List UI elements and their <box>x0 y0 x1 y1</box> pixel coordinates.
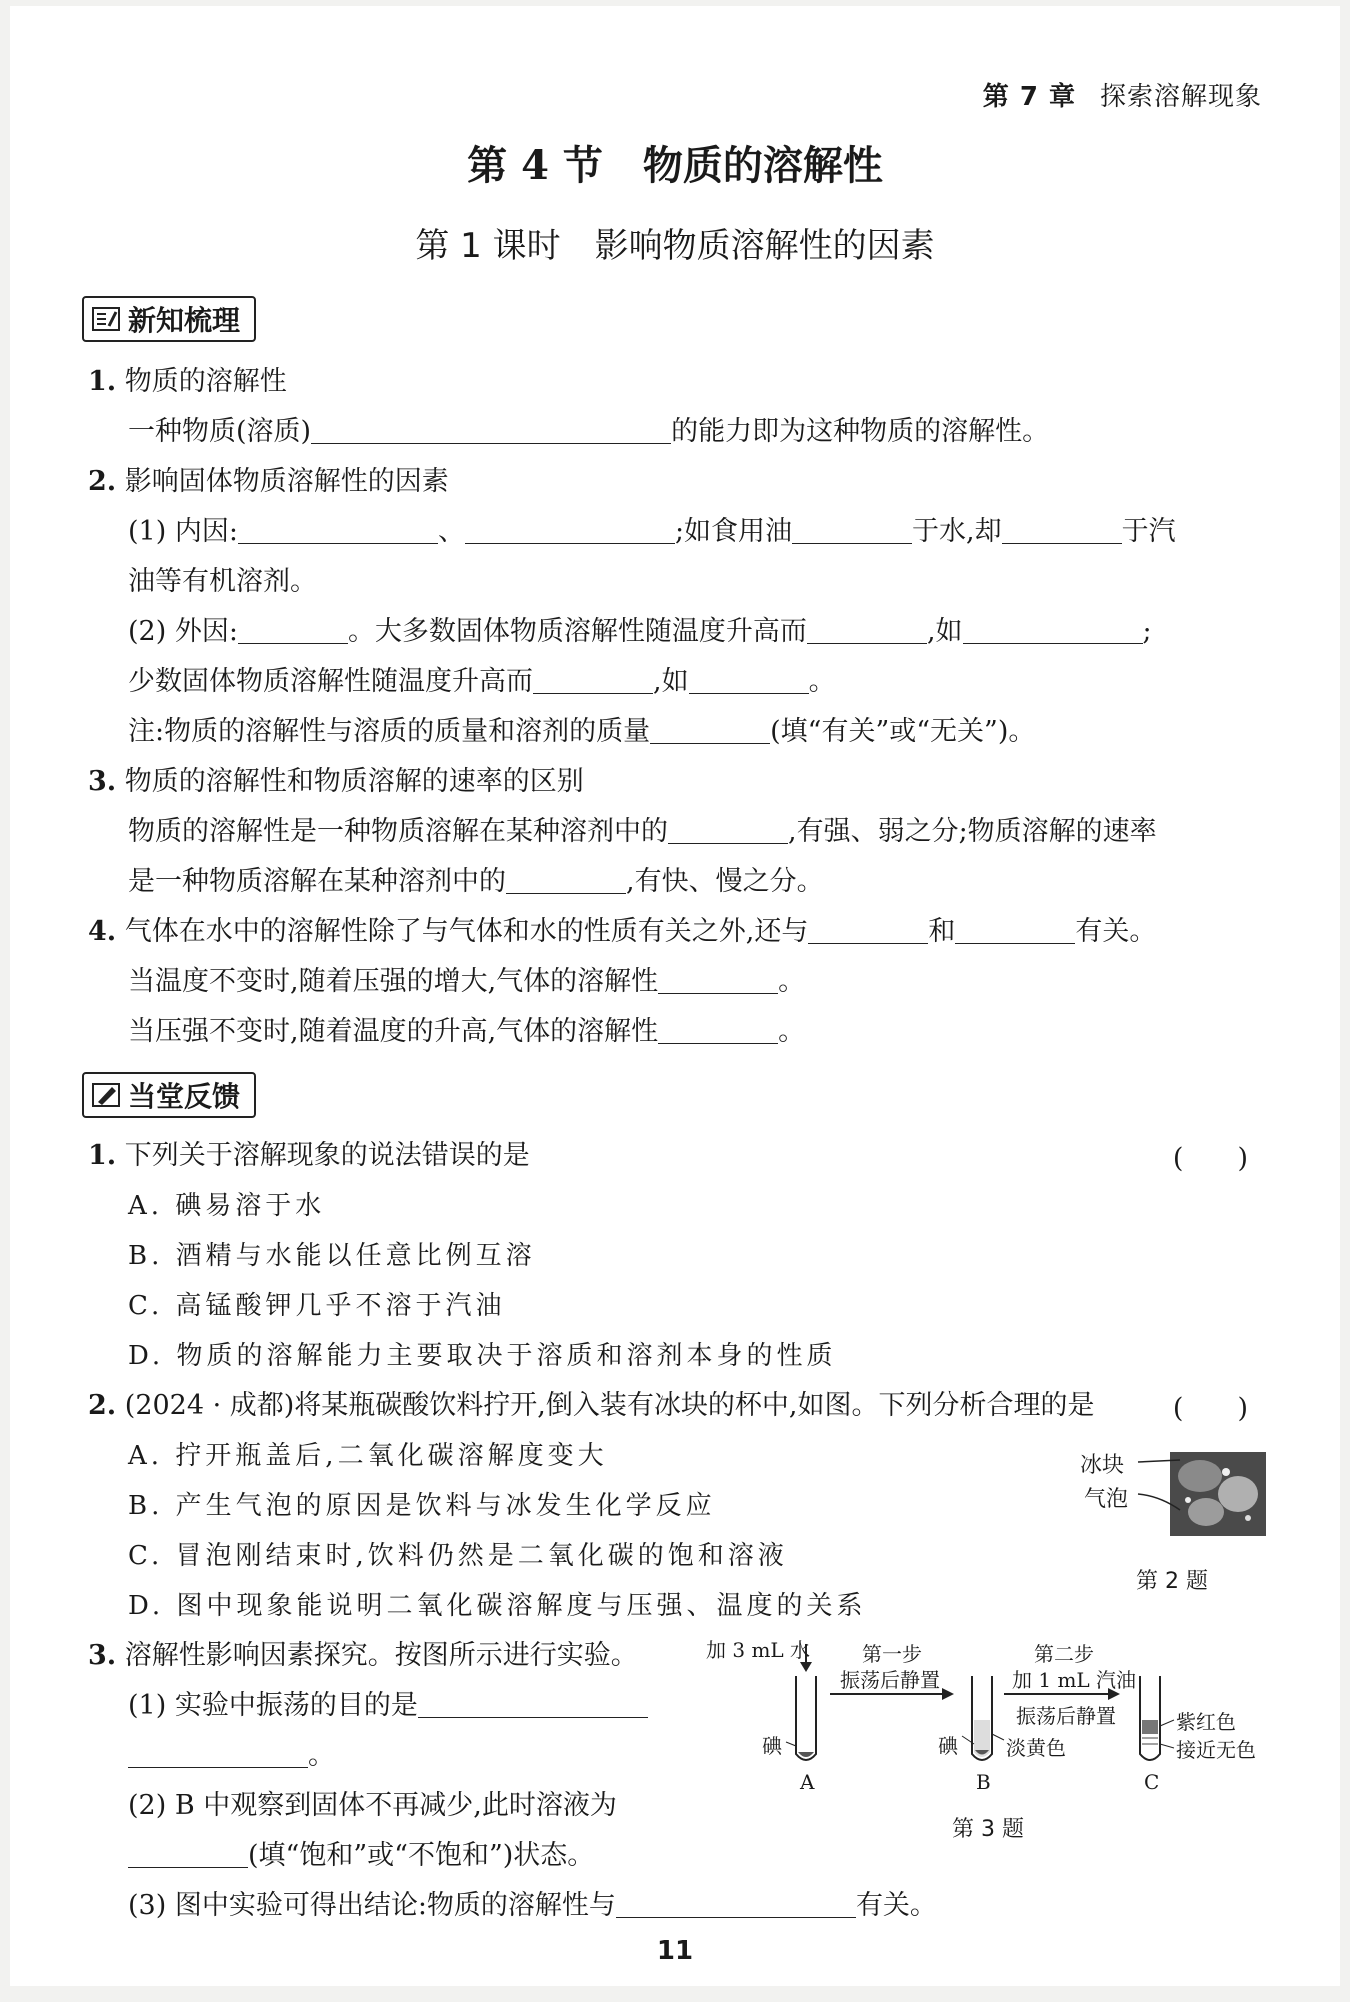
label-purple: 紫红色 <box>1176 1710 1236 1734</box>
option-c: C. 高锰酸钾几乎不溶于汽油 <box>128 1291 506 1321</box>
label-tube-c: C <box>1144 1770 1160 1794</box>
answer-blank[interactable] <box>311 417 671 444</box>
label-iodine-a: 碘 <box>762 1734 782 1758</box>
label-tube-b: B <box>976 1770 991 1794</box>
answer-paren[interactable]: ( ) <box>1172 1393 1248 1424</box>
label-step2: 第二步 <box>1034 1642 1094 1666</box>
knowledge-q2-line2: 油等有机溶剂。 <box>128 566 317 597</box>
answer-blank[interactable] <box>792 517 912 544</box>
section-tag-knowledge <box>82 296 256 342</box>
knowledge-q2-line1: (1) 内因: 、 ;如食用油 于水,却 于汽 <box>128 516 1176 547</box>
option-c: C. 冒泡刚结束时,饮料仍然是二氧化碳的饱和溶液 <box>128 1541 788 1571</box>
option-b: B. 酒精与水能以任意比例互溶 <box>128 1241 536 1271</box>
answer-blank[interactable] <box>955 917 1075 944</box>
feedback-p3-line3: (2) B 中观察到固体不再减少,此时溶液为 <box>128 1790 617 1821</box>
worksheet-page <box>10 6 1340 1986</box>
label-bubble: 气泡 <box>1084 1487 1129 1512</box>
feedback-p3: 3. 溶解性影响因素探究。按图所示进行实验。 <box>88 1640 638 1671</box>
knowledge-q2-line3: (2) 外因: 。大多数固体物质溶解性随温度升高而 ,如 ; <box>128 616 1152 647</box>
option-d: D. 图中现象能说明二氧化碳溶解度与压强、温度的关系 <box>128 1591 867 1621</box>
figure-caption: 第 3 题 <box>952 1817 1024 1842</box>
label-iodine-b: 碘 <box>938 1734 958 1758</box>
answer-blank[interactable] <box>533 667 653 694</box>
knowledge-q2-line5: 注:物质的溶解性与溶质的质量和溶剂的质量 (填“有关”或“无关”)。 <box>128 716 1036 747</box>
answer-blank[interactable] <box>807 617 927 644</box>
answer-blank[interactable] <box>668 817 788 844</box>
label-tube-a: A <box>800 1770 815 1794</box>
answer-blank[interactable] <box>238 517 438 544</box>
answer-blank[interactable] <box>650 717 770 744</box>
knowledge-q3-line1: 物质的溶解性是一种物质溶解在某种溶剂中的 ,有强、弱之分;物质溶解的速率 <box>128 816 1157 847</box>
option-d: D. 物质的溶解能力主要取决于溶质和溶剂本身的性质 <box>128 1341 837 1371</box>
feedback-p3-line4: (填“饱和”或“不饱和”)状态。 <box>128 1836 594 1876</box>
figure-caption: 第 2 题 <box>1136 1569 1208 1594</box>
option-b: B. 产生气泡的原因是饮料与冰发生化学反应 <box>128 1491 716 1521</box>
feedback-p3-line2: 。 <box>128 1736 335 1776</box>
page-number: 11 <box>656 1936 694 1966</box>
label-pale-yellow: 淡黄色 <box>1006 1736 1066 1760</box>
answer-blank[interactable] <box>1002 517 1122 544</box>
label-step2-action: 振荡后静置 <box>1016 1704 1116 1728</box>
chapter-title: 探索溶解现象 <box>1099 82 1262 112</box>
feedback-p3-line1: (1) 实验中振荡的目的是 <box>128 1686 648 1726</box>
answer-blank[interactable] <box>128 1841 248 1868</box>
section-tag-label: 新知梳理 <box>128 304 241 337</box>
label-step1-action: 振荡后静置 <box>840 1668 940 1692</box>
answer-blank[interactable] <box>418 1691 648 1718</box>
label-add-water: 加 3 mL 水 <box>706 1638 811 1662</box>
answer-blank[interactable] <box>658 967 778 994</box>
answer-blank[interactable] <box>238 617 348 644</box>
book-icon <box>92 306 120 332</box>
answer-blank[interactable] <box>616 1891 856 1918</box>
knowledge-q2-line4: 少数固体物质溶解性随温度升高而 ,如 。 <box>128 666 836 697</box>
pencil-icon <box>92 1082 120 1108</box>
answer-blank[interactable] <box>963 617 1143 644</box>
lesson-title: 第 1 课时 影响物质溶解性的因素 <box>415 226 935 266</box>
answer-blank[interactable] <box>506 867 626 894</box>
label-step2-add: 加 1 mL 汽油 <box>1012 1668 1137 1692</box>
label-step1: 第一步 <box>862 1642 922 1666</box>
figure-3 <box>704 1634 1284 1844</box>
section-tag-feedback <box>82 1072 256 1118</box>
knowledge-q1-line: 一种物质(溶质) 的能力即为这种物质的溶解性。 <box>128 416 1050 447</box>
knowledge-q4-line3: 当压强不变时,随着温度的升高,气体的溶解性 。 <box>128 1016 806 1047</box>
answer-blank[interactable] <box>658 1017 778 1044</box>
answer-blank[interactable] <box>689 667 809 694</box>
answer-paren[interactable]: ( ) <box>1172 1143 1248 1174</box>
answer-blank[interactable] <box>465 517 675 544</box>
feedback-p3-line5: (3) 图中实验可得出结论:物质的溶解性与 有关。 <box>128 1890 937 1921</box>
option-a: A. 碘易溶于水 <box>128 1191 326 1221</box>
knowledge-q4-line2: 当温度不变时,随着压强的增大,气体的溶解性 。 <box>128 966 806 997</box>
label-colorless: 接近无色 <box>1176 1738 1256 1762</box>
knowledge-q3-line2: 是一种物质溶解在某种溶剂中的 ,有快、慢之分。 <box>128 866 824 897</box>
feedback-p2: 2. (2024 · 成都)将某瓶碳酸饮料拧开,倒入装有冰块的杯中,如图。下列分析合理的是 <box>88 1390 1095 1421</box>
knowledge-q3: 3. 物质的溶解性和物质溶解的速率的区别 <box>88 766 584 797</box>
knowledge-q4: 4. 气体在水中的溶解性除了与气体和水的性质有关之外,还与 和 有关。 <box>88 916 1157 947</box>
answer-blank[interactable] <box>808 917 928 944</box>
section-tag-label: 当堂反馈 <box>128 1080 241 1113</box>
section-title: 第 4 节 物质的溶解性 <box>467 142 883 189</box>
knowledge-q1: 1. 物质的溶解性 <box>88 366 287 397</box>
knowledge-q2: 2. 影响固体物质溶解性的因素 <box>88 466 449 497</box>
feedback-p1: 1. 下列关于溶解现象的说法错误的是 <box>88 1140 530 1171</box>
figure-2 <box>1080 1446 1270 1596</box>
answer-blank[interactable] <box>128 1741 308 1768</box>
option-a: A. 拧开瓶盖后,二氧化碳溶解度变大 <box>128 1441 608 1471</box>
label-ice: 冰块 <box>1080 1453 1125 1478</box>
chapter-header <box>983 76 1262 113</box>
chapter-number: 第 7 章 <box>982 82 1076 112</box>
